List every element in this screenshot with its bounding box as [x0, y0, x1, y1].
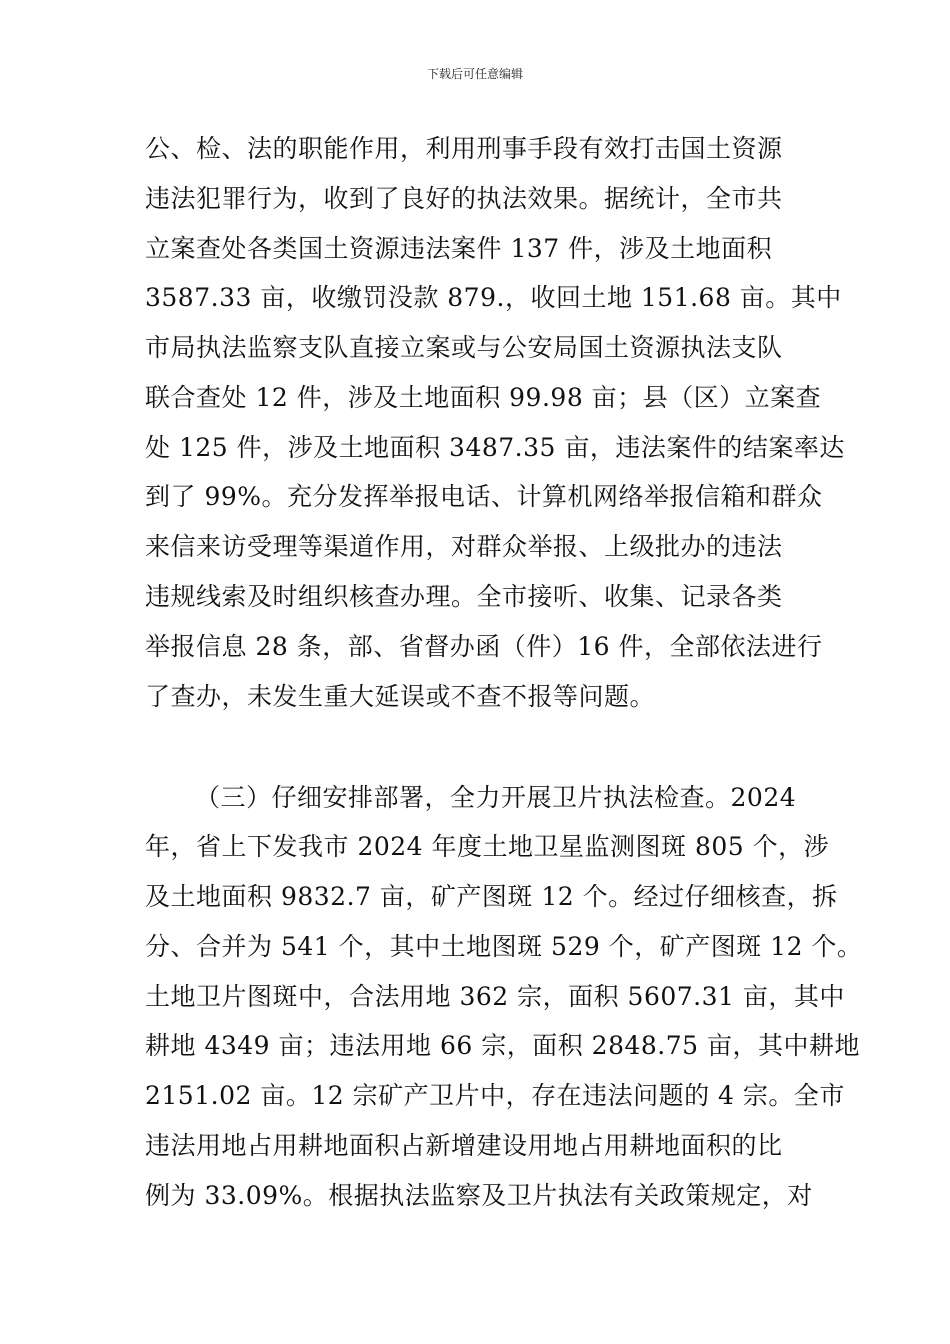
text-line: 市局执法监察支队直接立案或与公安局国土资源执法支队: [145, 333, 783, 362]
text-line: （三）仔细安排部署，全力开展卫片执法检查。2024: [195, 783, 797, 812]
text-line: 举报信息 28 条，部、省督办函（件）16 件，全部依法进行: [145, 632, 823, 661]
text-line: 及土地面积 9832.7 亩，矿产图斑 12 个。经过仔细核查，拆: [145, 882, 838, 911]
text-line: 联合查处 12 件，涉及土地面积 99.98 亩；县（区）立案查: [145, 383, 822, 412]
text-line: 到了 99%。充分发挥举报电话、计算机网络举报信箱和群众: [145, 482, 823, 511]
page-header: 下载后可任意编辑: [426, 67, 523, 81]
text-line: 例为 33.09%。根据执法监察及卫片执法有关政策规定，对: [145, 1181, 813, 1210]
text-line: 2151.02 亩。12 宗矿产卫片中，存在违法问题的 4 宗。全市: [145, 1081, 845, 1110]
text-line: 分、合并为 541 个，其中土地图斑 529 个，矿产图斑 12 个。: [145, 932, 863, 961]
text-line: 违法犯罪行为，收到了良好的执法效果。据统计，全市共: [145, 184, 783, 213]
text-line: 公、检、法的职能作用，利用刑事手段有效打击国土资源: [145, 134, 783, 163]
text-line: 来信来访受理等渠道作用，对群众举报、上级批办的违法: [145, 532, 783, 561]
text-line: 年，省上下发我市 2024 年度土地卫星监测图斑 805 个，涉: [145, 832, 830, 861]
text-line: 处 125 件，涉及土地面积 3487.35 亩，违法案件的结案率达: [145, 433, 845, 462]
text-line: 立案查处各类国土资源违法案件 137 件，涉及土地面积: [145, 234, 773, 263]
text-line: 违规线索及时组织核查办理。全市接听、收集、记录各类: [145, 582, 783, 611]
text-line: 3587.33 亩，收缴罚没款 879.，收回土地 151.68 亩。其中: [145, 283, 842, 312]
text-line: 耕地 4349 亩；违法用地 66 宗，面积 2848.75 亩，其中耕地: [145, 1031, 860, 1060]
text-line: 土地卫片图斑中，合法用地 362 宗，面积 5607.31 亩，其中: [145, 982, 845, 1011]
text-line: 违法用地占用耕地面积占新增建设用地占用耕地面积的比: [145, 1131, 783, 1160]
text-line: 了查办，未发生重大延误或不查不报等问题。: [145, 682, 656, 711]
